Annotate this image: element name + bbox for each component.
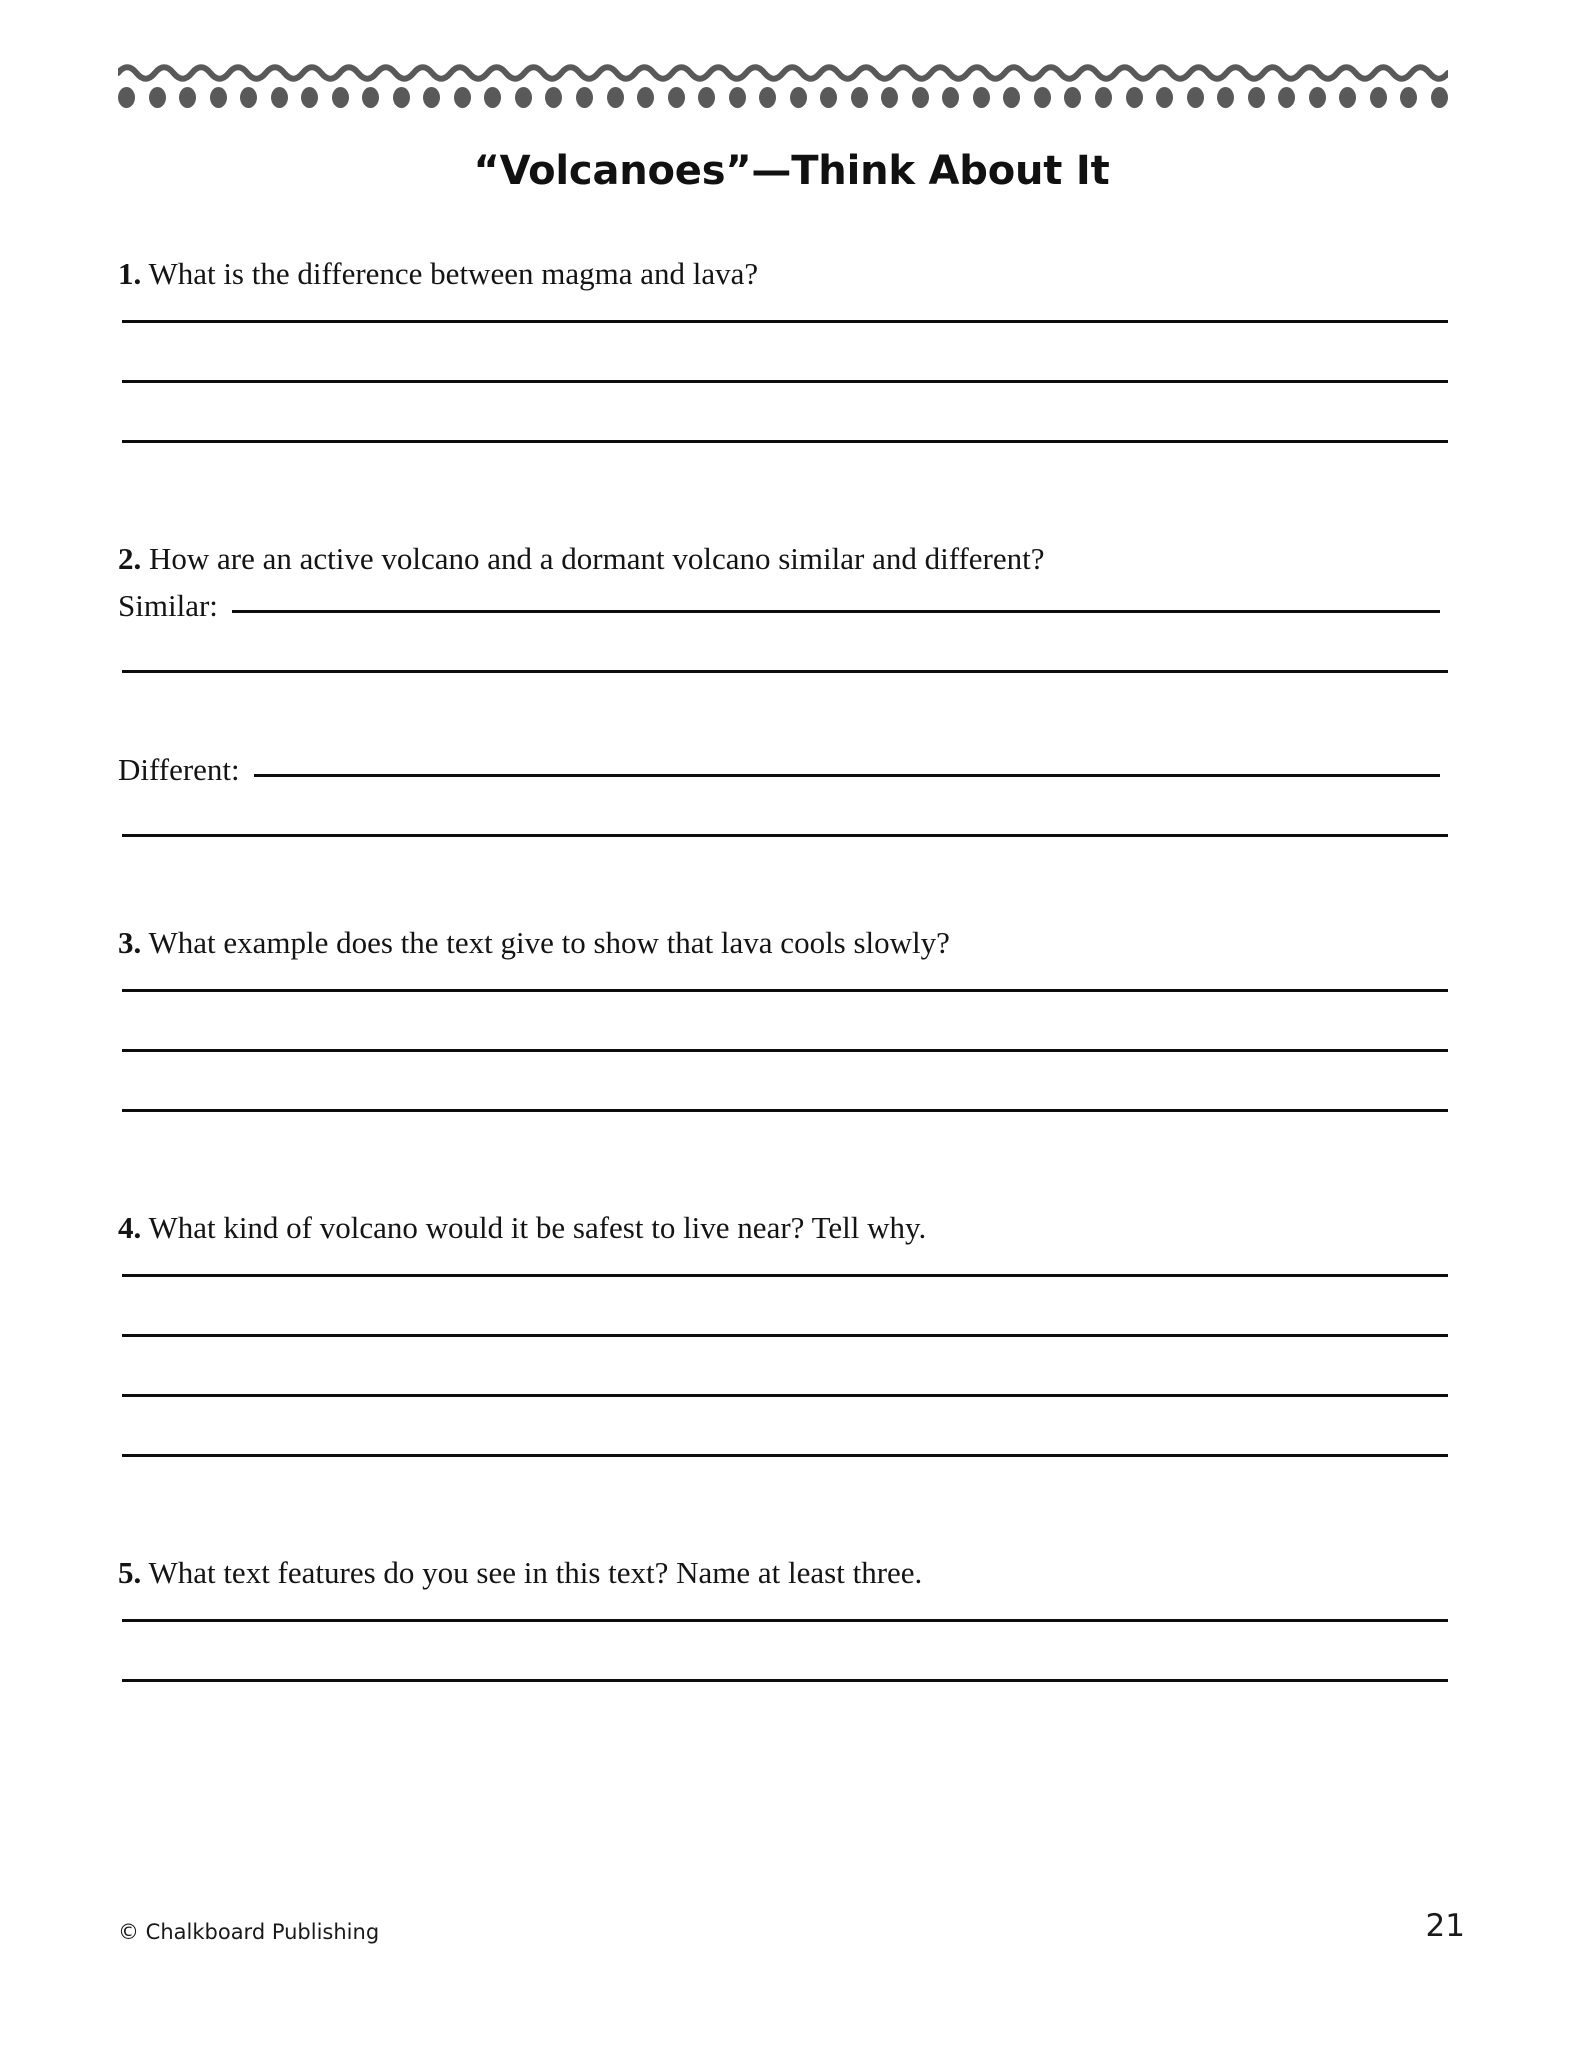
answer-line[interactable] <box>122 670 1448 673</box>
decorative-dot <box>1064 87 1081 108</box>
decorative-dot <box>1370 87 1387 108</box>
decorative-dot <box>1126 87 1143 108</box>
decorative-dot <box>545 87 562 108</box>
answer-line[interactable] <box>122 380 1448 383</box>
decorative-dot <box>668 87 685 108</box>
answer-line[interactable] <box>122 1454 1448 1457</box>
decorative-dot <box>973 87 990 108</box>
decorative-dot <box>1156 87 1173 108</box>
decorative-dot <box>790 87 807 108</box>
decorative-dot <box>912 87 929 108</box>
decorative-dot <box>210 87 227 108</box>
decorative-dot <box>637 87 654 108</box>
question-number: 1. <box>118 256 142 291</box>
decorative-dot <box>851 87 868 108</box>
decorative-dot <box>1400 87 1417 108</box>
decorative-dot <box>820 87 837 108</box>
decorative-dot <box>576 87 593 108</box>
answer-line[interactable] <box>122 440 1448 443</box>
answer-line[interactable] <box>122 1394 1448 1397</box>
answer-line[interactable] <box>122 1619 1448 1622</box>
decorative-dot <box>881 87 898 108</box>
answer-line[interactable] <box>122 1334 1448 1337</box>
wavy-line-decoration <box>118 62 1448 84</box>
decorative-dot <box>454 87 471 108</box>
decorative-dot <box>1034 87 1051 108</box>
decorative-dot <box>1309 87 1326 108</box>
question-number: 5. <box>118 1555 142 1590</box>
question-text: How are an active volcano and a dormant volcano similar and different? <box>141 541 1045 576</box>
answer-line[interactable] <box>122 1109 1448 1112</box>
answer-line[interactable] <box>122 320 1448 323</box>
answer-line[interactable] <box>122 989 1448 992</box>
question-2 <box>118 540 1458 578</box>
decorative-dot <box>1339 87 1356 108</box>
decorative-dot <box>515 87 532 108</box>
answer-label-similar: Similar: <box>118 588 218 623</box>
question-text: What text features do you see in this text? Name at least three. <box>141 1555 923 1590</box>
decorative-dot <box>1217 87 1234 108</box>
question-1 <box>118 255 1458 293</box>
decorative-dot <box>759 87 776 108</box>
decorative-dot <box>332 87 349 108</box>
answer-line[interactable] <box>122 834 1448 837</box>
question-text: What example does the text give to show that lava cools slowly? <box>141 925 950 960</box>
copyright-notice: © Chalkboard Publishing <box>118 1920 380 1944</box>
answer-label-different: Different: <box>118 752 240 787</box>
decorative-dot <box>942 87 959 108</box>
question-number: 2. <box>118 541 142 576</box>
decorative-dot <box>393 87 410 108</box>
decorative-dot <box>1248 87 1265 108</box>
decorative-top-border <box>118 62 1448 110</box>
dot-row-decoration <box>118 84 1448 110</box>
decorative-dot <box>423 87 440 108</box>
answer-line[interactable] <box>122 1274 1448 1277</box>
decorative-dot <box>1003 87 1020 108</box>
question-text: What kind of volcano would it be safest to live near? Tell why. <box>141 1210 927 1245</box>
decorative-dot <box>301 87 318 108</box>
decorative-dot <box>1431 87 1448 108</box>
decorative-dot <box>179 87 196 108</box>
answer-line[interactable] <box>232 610 1440 613</box>
answer-line[interactable] <box>254 774 1440 777</box>
answer-line[interactable] <box>122 1049 1448 1052</box>
decorative-dot <box>607 87 624 108</box>
question-number: 3. <box>118 925 142 960</box>
decorative-dot <box>240 87 257 108</box>
decorative-dot <box>362 87 379 108</box>
answer-line[interactable] <box>122 1679 1448 1682</box>
decorative-dot <box>118 87 135 108</box>
decorative-dot <box>698 87 715 108</box>
decorative-dot <box>729 87 746 108</box>
decorative-dot <box>1278 87 1295 108</box>
question-4 <box>118 1209 1458 1247</box>
decorative-dot <box>1095 87 1112 108</box>
page-number: 21 <box>1425 1908 1465 1944</box>
question-5 <box>118 1554 1458 1592</box>
decorative-dot <box>271 87 288 108</box>
decorative-dot <box>1187 87 1204 108</box>
decorative-dot <box>149 87 166 108</box>
page-title: “Volcanoes”—Think About It <box>473 148 1110 194</box>
question-text: What is the difference between magma and lava? <box>141 256 759 291</box>
question-number: 4. <box>118 1210 142 1245</box>
question-3 <box>118 924 1458 962</box>
decorative-dot <box>484 87 501 108</box>
